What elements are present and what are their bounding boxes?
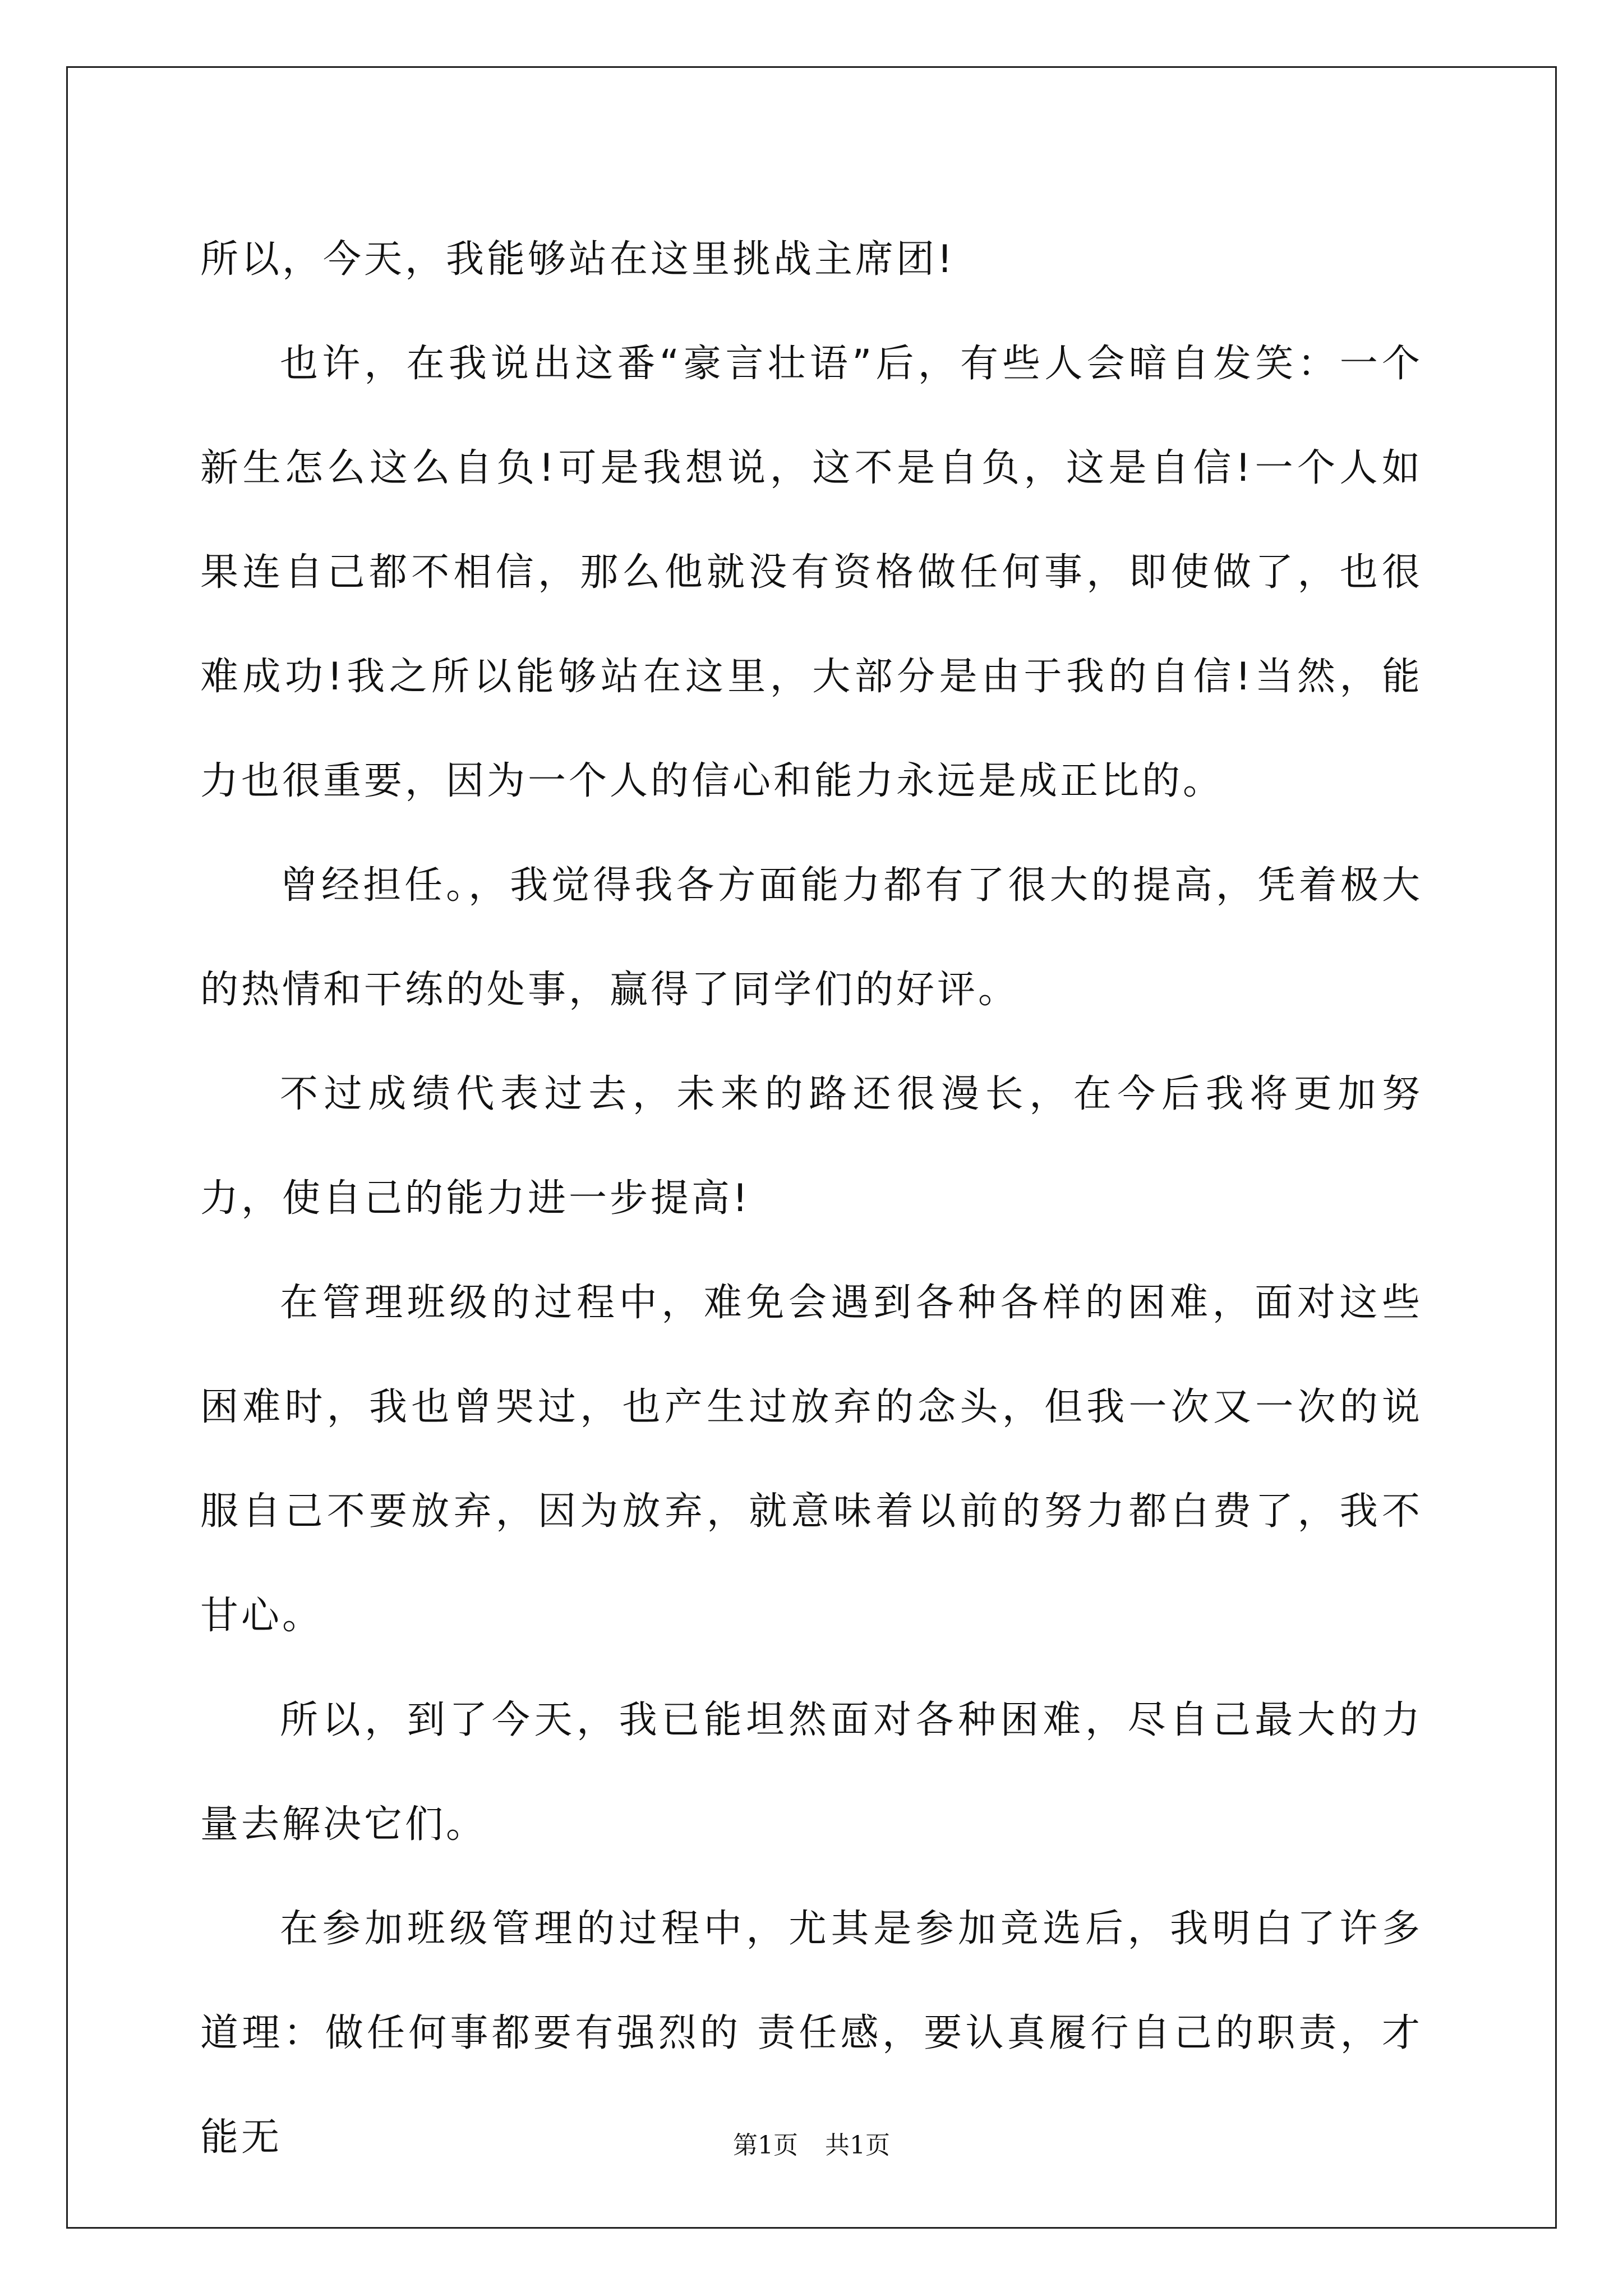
paragraph-3: 曾经担任。，我觉得我各方面能力都有了很大的提高，凭着极大的热情和干练的处事，赢得了同学们的好评。	[200, 863, 1423, 1012]
document-body	[200, 208, 1423, 2190]
paragraph-1: 所以，今天，我能够站在这里挑战主席团!	[200, 237, 956, 282]
page-total: 共1页	[825, 2131, 890, 2160]
paragraph-7: 在参加班级管理的过程中，尤其是参加竞选后，我明白了许多道理：做任何事都要有强烈的 责任感，要认真履行自己的职责，才能无	[200, 1907, 1423, 2160]
page-number: 第1页	[733, 2131, 798, 2160]
page-footer	[0, 2129, 1623, 2162]
paragraph-4: 不过成绩代表过去，未来的路还很漫长，在今后我将更加努力，使自己的能力进一步提高!	[200, 1072, 1423, 1221]
paragraph-2: 也许，在我说出这番“豪言壮语”后，有些人会暗自发笑：一个新生怎么这么自负!可是我想说，这不是自负，这是自信!一个人如果连自己都不相信，那么他就没有资格做任何事，即使做了，也很难成功!我之所以能够站在这里，大部分是由于我的自信!当然，能力也很重要，因为一个人的信心和能力永远是成正比的。	[200, 342, 1423, 803]
paragraph-6: 所以，到了今天，我已能坦然面对各种困难，尽自己最大的力量去解决它们。	[200, 1698, 1423, 1847]
paragraph-5: 在管理班级的过程中，难免会遇到各种各样的困难，面对这些困难时，我也曾哭过，也产生过放弃的念头，但我一次又一次的说服自己不要放弃，因为放弃，就意味着以前的努力都白费了，我不甘心。	[200, 1281, 1423, 1638]
